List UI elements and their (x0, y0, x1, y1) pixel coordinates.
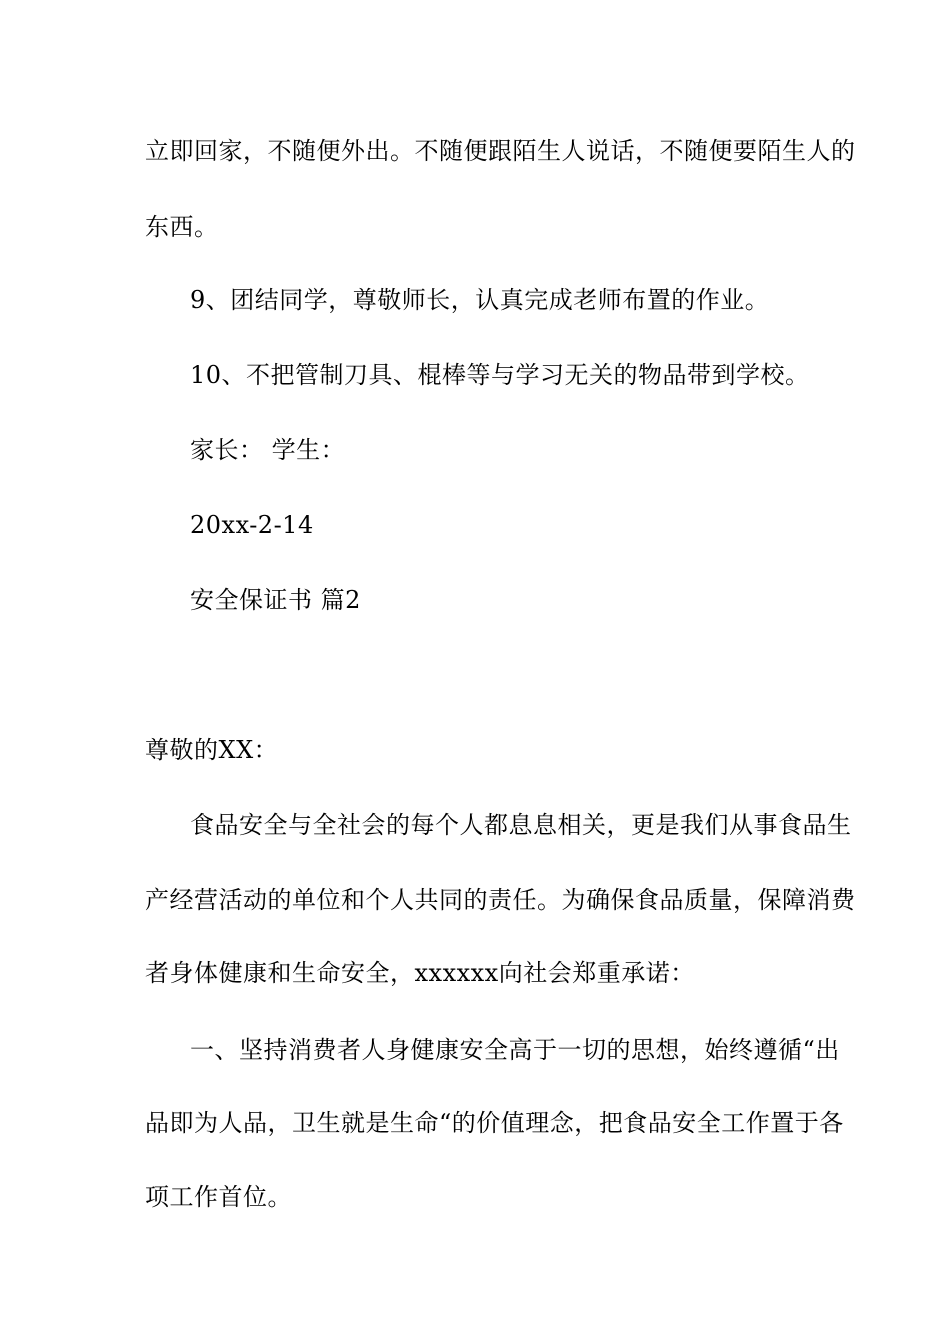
paragraph-line: 品即为人品，卫生就是生命“的价值理念，把食品安全工作置于各 (145, 1109, 844, 1137)
paragraph-line: 者身体健康和生命安全，xxxxxx向社会郑重承诺： (145, 959, 695, 987)
paragraph-line: 产经营活动的单位和个人共同的责任。为确保食品质量，保障消费 (145, 886, 856, 914)
paragraph-line: 一、坚持消费者人身健康安全高于一切的思想，始终遵循“出 (190, 1036, 840, 1064)
paragraph-line: 食品安全与全社会的每个人都息息相关，更是我们从事食品生 (190, 811, 852, 839)
date-line: 20xx-2-14 (190, 511, 314, 539)
list-item-9: 9、团结同学，尊敬师长，认真完成老师布置的作业。 (190, 286, 770, 314)
paragraph-line: 项工作首位。 (145, 1183, 292, 1211)
section-heading: 安全保证书 篇2 (190, 586, 361, 614)
paragraph-line: 立即回家，不随便外出。不随便跟陌生人说话，不随便要陌生人的 (145, 137, 856, 165)
paragraph-line: 东西。 (145, 213, 219, 241)
signature-line: 家长： 学生： (190, 436, 346, 464)
salutation: 尊敬的XX： (145, 736, 279, 764)
list-item-10: 10、不把管制刀具、棍棒等与学习无关的物品带到学校。 (190, 361, 810, 389)
